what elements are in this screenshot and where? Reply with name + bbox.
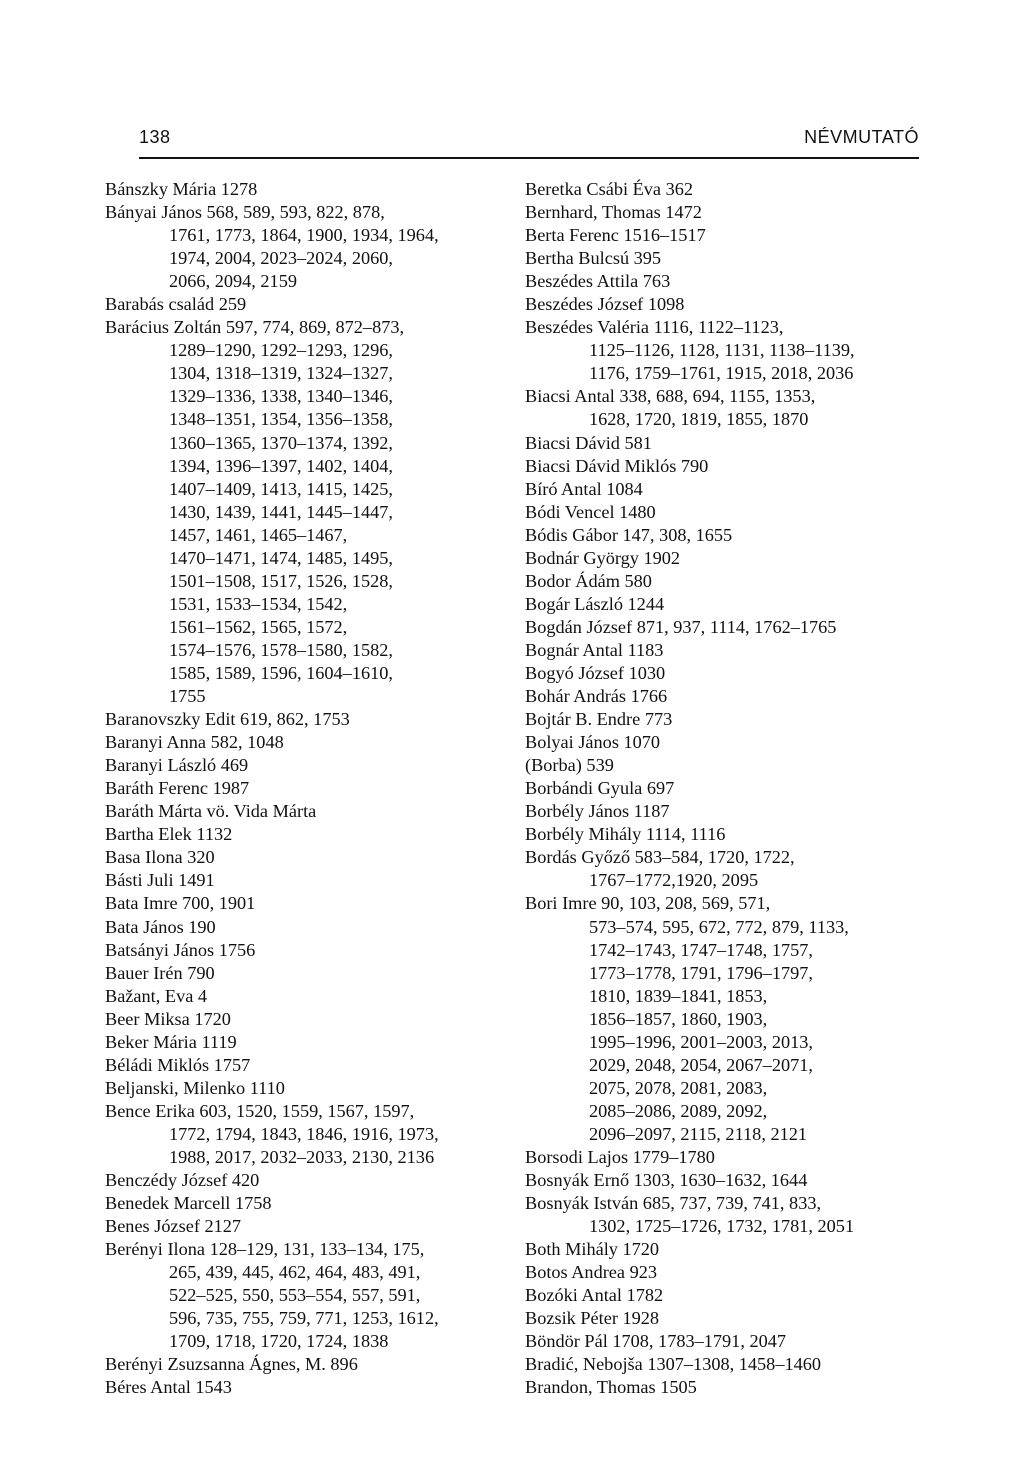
index-entry-heading: Benczédy József 420 [105, 1170, 260, 1191]
index-entry-continuation: 1430, 1439, 1441, 1445–1447, [169, 501, 393, 522]
index-entry-continuation: 1988, 2017, 2032–2033, 2130, 2136 [169, 1146, 435, 1167]
index-entry [105, 1376, 505, 1399]
index-entry-continuation: 2029, 2048, 2054, 2067–2071, [589, 1054, 813, 1075]
index-entry-heading: Bosnyák Ernő 1303, 1630–1632, 1644 [525, 1170, 808, 1191]
index-entry-continuation: 596, 735, 755, 759, 771, 1253, 1612, [169, 1308, 439, 1329]
index-entry-heading: Bradić, Nebojša 1307–1308, 1458–1460 [525, 1354, 822, 1375]
index-entry [525, 616, 925, 639]
index-entry [105, 869, 505, 892]
index-entry-heading: Böndör Pál 1708, 1783–1791, 2047 [525, 1331, 787, 1352]
index-entry [525, 593, 925, 616]
index-entry [525, 293, 925, 316]
index-entry-continuation: 1561–1562, 1565, 1572, [169, 616, 348, 637]
index-entry [105, 962, 505, 985]
index-entry [525, 731, 925, 754]
index-entry-continuation: 1773–1778, 1791, 1796–1797, [589, 962, 813, 983]
index-entry [525, 524, 925, 547]
index-entry-continuation: 1457, 1461, 1465–1467, [169, 524, 348, 545]
index-entry [525, 224, 925, 247]
index-entry-continuation: 2096–2097, 2115, 2118, 2121 [589, 1123, 808, 1144]
index-entry-heading: Bogár László 1244 [525, 593, 665, 614]
index-entry [525, 1169, 925, 1192]
index-entry [105, 1169, 505, 1192]
index-entry [105, 1054, 505, 1077]
index-entry [525, 178, 925, 201]
index-entry-continuation: 1531, 1533–1534, 1542, [169, 593, 348, 614]
index-entry-continuation: 2066, 2094, 2159 [169, 271, 297, 292]
index-entry [105, 178, 505, 201]
index-entry-continuation: 1304, 1318–1319, 1324–1327, [169, 363, 393, 384]
index-entry-continuation: 1574–1576, 1578–1580, 1582, [169, 639, 393, 660]
index-entry-heading: Bognár Antal 1183 [525, 639, 664, 660]
index-entry [525, 501, 925, 524]
index-entry [105, 916, 505, 939]
index-entry-heading: Bolyai János 1070 [525, 732, 661, 753]
index-entry [525, 662, 925, 685]
index-entry [105, 1238, 505, 1353]
index-entry [525, 1376, 925, 1399]
index-entry-heading: Bernhard, Thomas 1472 [525, 202, 702, 223]
index-entry [105, 1008, 505, 1031]
index-entry-heading: Borbély Mihály 1114, 1116 [525, 824, 726, 845]
index-entry-continuation: 1302, 1725–1726, 1732, 1781, 2051 [589, 1216, 855, 1237]
index-entry [105, 823, 505, 846]
index-entry [525, 385, 925, 431]
index-entry [105, 1031, 505, 1054]
index-entry-heading: Bojtár B. Endre 773 [525, 709, 673, 730]
index-entry-heading: Bozsik Péter 1928 [525, 1308, 660, 1329]
index-entry [525, 1238, 925, 1261]
index-entry [525, 432, 925, 455]
index-entry [525, 247, 925, 270]
index-entry-heading: Bodor Ádám 580 [525, 570, 652, 591]
index-entry-heading: Brandon, Thomas 1505 [525, 1377, 697, 1398]
index-entry [525, 777, 925, 800]
index-entry [525, 547, 925, 570]
index-entry [105, 708, 505, 731]
index-entry [525, 708, 925, 731]
index-entry-heading: Beszédes Attila 763 [525, 271, 671, 292]
index-entry [105, 846, 505, 869]
index-entry-continuation: 1761, 1773, 1864, 1900, 1934, 1964, [169, 225, 439, 246]
index-entry-heading: Basa Ilona 320 [105, 847, 215, 868]
index-entry [525, 201, 925, 224]
index-entry-heading: Bódis Gábor 147, 308, 1655 [525, 524, 733, 545]
index-entry-continuation: 1772, 1794, 1843, 1846, 1916, 1973, [169, 1123, 439, 1144]
index-entry-continuation: 1470–1471, 1474, 1485, 1495, [169, 547, 393, 568]
index-entry-heading: Beker Mária 1119 [105, 1031, 237, 1052]
index-entry-continuation: 1742–1743, 1747–1748, 1757, [589, 939, 813, 960]
index-entry-heading: Berényi Zsuzsanna Ágnes, M. 896 [105, 1354, 358, 1375]
index-entry-heading: Baranyi László 469 [105, 755, 249, 776]
index-entry [525, 846, 925, 892]
index-entry [105, 316, 505, 708]
index-entry [525, 639, 925, 662]
index-entry-heading: Bohár András 1766 [525, 686, 668, 707]
index-entry-heading: Bányai János 568, 589, 593, 822, 878, [105, 202, 385, 223]
index-entry-heading: Biacsi Dávid 581 [525, 432, 652, 453]
index-entry-continuation: 1856–1857, 1860, 1903, [589, 1008, 768, 1029]
index-entry-heading: Biacsi Antal 338, 688, 694, 1155, 1353, [525, 386, 816, 407]
index-entry-continuation: 1125–1126, 1128, 1131, 1138–1139, [589, 340, 855, 361]
index-entry-heading: Béládi Miklós 1757 [105, 1054, 251, 1075]
index-entry-heading: Bíró Antal 1084 [525, 478, 643, 499]
index-entry-heading: Beretka Csábi Éva 362 [525, 179, 694, 199]
index-entry-continuation: 1755 [169, 686, 206, 707]
index-entry-heading: Borsodi Lajos 1779–1780 [525, 1146, 715, 1167]
index-entry-heading: Bartha Elek 1132 [105, 824, 233, 845]
index-entry-continuation: 1176, 1759–1761, 1915, 2018, 2036 [589, 363, 854, 384]
index-column-left [105, 178, 505, 1399]
index-entry-continuation: 573–574, 595, 672, 772, 879, 1133, [589, 916, 849, 937]
page-header [139, 127, 919, 157]
index-entry-heading: Bodnár György 1902 [525, 547, 681, 568]
index-entry-heading: Bertha Bulcsú 395 [525, 248, 662, 269]
index-entry-continuation: 522–525, 550, 553–554, 557, 591, [169, 1285, 421, 1306]
index-entry [105, 777, 505, 800]
index-entry-heading: Beszédes József 1098 [525, 294, 685, 315]
index-entry-continuation: 1767–1772,1920, 2095 [589, 870, 759, 891]
index-entry-heading: Barácius Zoltán 597, 774, 869, 872–873, [105, 317, 405, 338]
index-entry-heading: Baráth Ferenc 1987 [105, 778, 250, 799]
index-entry-continuation: 1974, 2004, 2023–2024, 2060, [169, 248, 393, 269]
index-entry-continuation: 1329–1336, 1338, 1340–1346, [169, 386, 393, 407]
index-entry [105, 800, 505, 823]
index-entry-continuation: 1407–1409, 1413, 1415, 1425, [169, 478, 393, 499]
index-entry [525, 1146, 925, 1169]
header-rule [139, 157, 919, 159]
index-entry [105, 1077, 505, 1100]
index-entry [525, 455, 925, 478]
index-entry-heading: Bódi Vencel 1480 [525, 501, 656, 522]
index-entry [525, 800, 925, 823]
index-entry [525, 316, 925, 385]
index-entry [105, 293, 505, 316]
index-entry [105, 1100, 505, 1169]
index-entry-heading: Beszédes Valéria 1116, 1122–1123, [525, 317, 784, 338]
index-entry [105, 1353, 505, 1376]
index-entry-heading: Biacsi Dávid Miklós 790 [525, 455, 709, 476]
index-column-right [525, 178, 925, 1399]
index-entry-heading: Bozóki Antal 1782 [525, 1285, 664, 1306]
index-entry [105, 754, 505, 777]
index-entry-continuation: 1810, 1839–1841, 1853, [589, 985, 768, 1006]
index-entry-heading: Bordás Győző 583–584, 1720, 1722, [525, 847, 795, 868]
index-entry [105, 985, 505, 1008]
index-entry [525, 1192, 925, 1238]
index-entry [105, 1215, 505, 1238]
index-entry-heading: Botos Andrea 923 [525, 1262, 658, 1283]
index-entry-heading: Bosnyák István 685, 737, 739, 741, 833, [525, 1193, 822, 1214]
index-entry-heading: Bence Erika 603, 1520, 1559, 1567, 1597, [105, 1100, 415, 1121]
index-entry-continuation: 1360–1365, 1370–1374, 1392, [169, 432, 393, 453]
index-entry-heading: Borbély János 1187 [525, 801, 670, 822]
index-entry [525, 270, 925, 293]
index-entry-continuation: 1348–1351, 1354, 1356–1358, [169, 409, 393, 430]
index-entry-heading: (Borba) 539 [525, 755, 614, 776]
index-entry-continuation: 265, 439, 445, 462, 464, 483, 491, [169, 1262, 421, 1283]
index-entry [525, 1261, 925, 1284]
index-entry [105, 731, 505, 754]
index-entry [525, 685, 925, 708]
index-entry [105, 1192, 505, 1215]
index-entry [525, 892, 925, 1146]
index-entry [525, 570, 925, 593]
index-entry-heading: Baranyi Anna 582, 1048 [105, 732, 284, 753]
index-entry-heading: Bauer Irén 790 [105, 962, 215, 983]
index-entry-heading: Bánszky Mária 1278 [105, 179, 258, 199]
index-entry-heading: Básti Juli 1491 [105, 870, 215, 891]
index-entry [525, 823, 925, 846]
index-entry-heading: Benes József 2127 [105, 1216, 242, 1237]
index-entry-heading: Benedek Marcell 1758 [105, 1193, 272, 1214]
index-entry [525, 1353, 925, 1376]
index-entry-continuation: 1501–1508, 1517, 1526, 1528, [169, 570, 393, 591]
index-entry [105, 892, 505, 915]
index-entry [105, 201, 505, 293]
index-entry-heading: Berta Ferenc 1516–1517 [525, 225, 706, 246]
index-entry [525, 478, 925, 501]
index-entry [525, 1307, 925, 1330]
index-entry-heading: Bori Imre 90, 103, 208, 569, 571, [525, 893, 771, 914]
index-entry-heading: Berényi Ilona 128–129, 131, 133–134, 175, [105, 1239, 425, 1260]
index-entry [105, 939, 505, 962]
index-entry-heading: Barabás család 259 [105, 294, 247, 315]
index-entry-heading: Beer Miksa 1720 [105, 1008, 231, 1029]
index-entry-heading: Beljanski, Milenko 1110 [105, 1077, 285, 1098]
index-entry-heading: Borbándi Gyula 697 [525, 778, 675, 799]
index-entry-heading: Béres Antal 1543 [105, 1377, 232, 1398]
index-entry [525, 754, 925, 777]
index-entry-heading: Baráth Márta vö. Vida Márta [105, 801, 317, 822]
index-entry-heading: Batsányi János 1756 [105, 939, 256, 960]
index-entry [525, 1284, 925, 1307]
index-entry-continuation: 1394, 1396–1397, 1402, 1404, [169, 455, 393, 476]
index-entry-heading: Bata Imre 700, 1901 [105, 893, 256, 914]
index-entry-continuation: 1995–1996, 2001–2003, 2013, [589, 1031, 813, 1052]
index-entry-heading: Baranovszky Edit 619, 862, 1753 [105, 709, 350, 730]
index-entry-heading: Bažant, Eva 4 [105, 985, 208, 1006]
index-entry-continuation: 1585, 1589, 1596, 1604–1610, [169, 662, 393, 683]
index-entry-heading: Bogyó József 1030 [525, 662, 666, 683]
page-number: 138 [139, 127, 171, 147]
index-entry-heading: Bata János 190 [105, 916, 216, 937]
index-entry-continuation: 2085–2086, 2089, 2092, [589, 1100, 768, 1121]
index-entry-heading: Both Mihály 1720 [525, 1239, 660, 1260]
index-entry-continuation: 2075, 2078, 2081, 2083, [589, 1077, 768, 1098]
running-title: NÉVMUTATÓ [804, 127, 919, 147]
index-entry-continuation: 1289–1290, 1292–1293, 1296, [169, 340, 393, 361]
index-entry-heading: Bogdán József 871, 937, 1114, 1762–1765 [525, 616, 837, 637]
index-entry-continuation: 1709, 1718, 1720, 1724, 1838 [169, 1331, 389, 1352]
index-entry-continuation: 1628, 1720, 1819, 1855, 1870 [589, 409, 809, 430]
index-entry [525, 1330, 925, 1353]
